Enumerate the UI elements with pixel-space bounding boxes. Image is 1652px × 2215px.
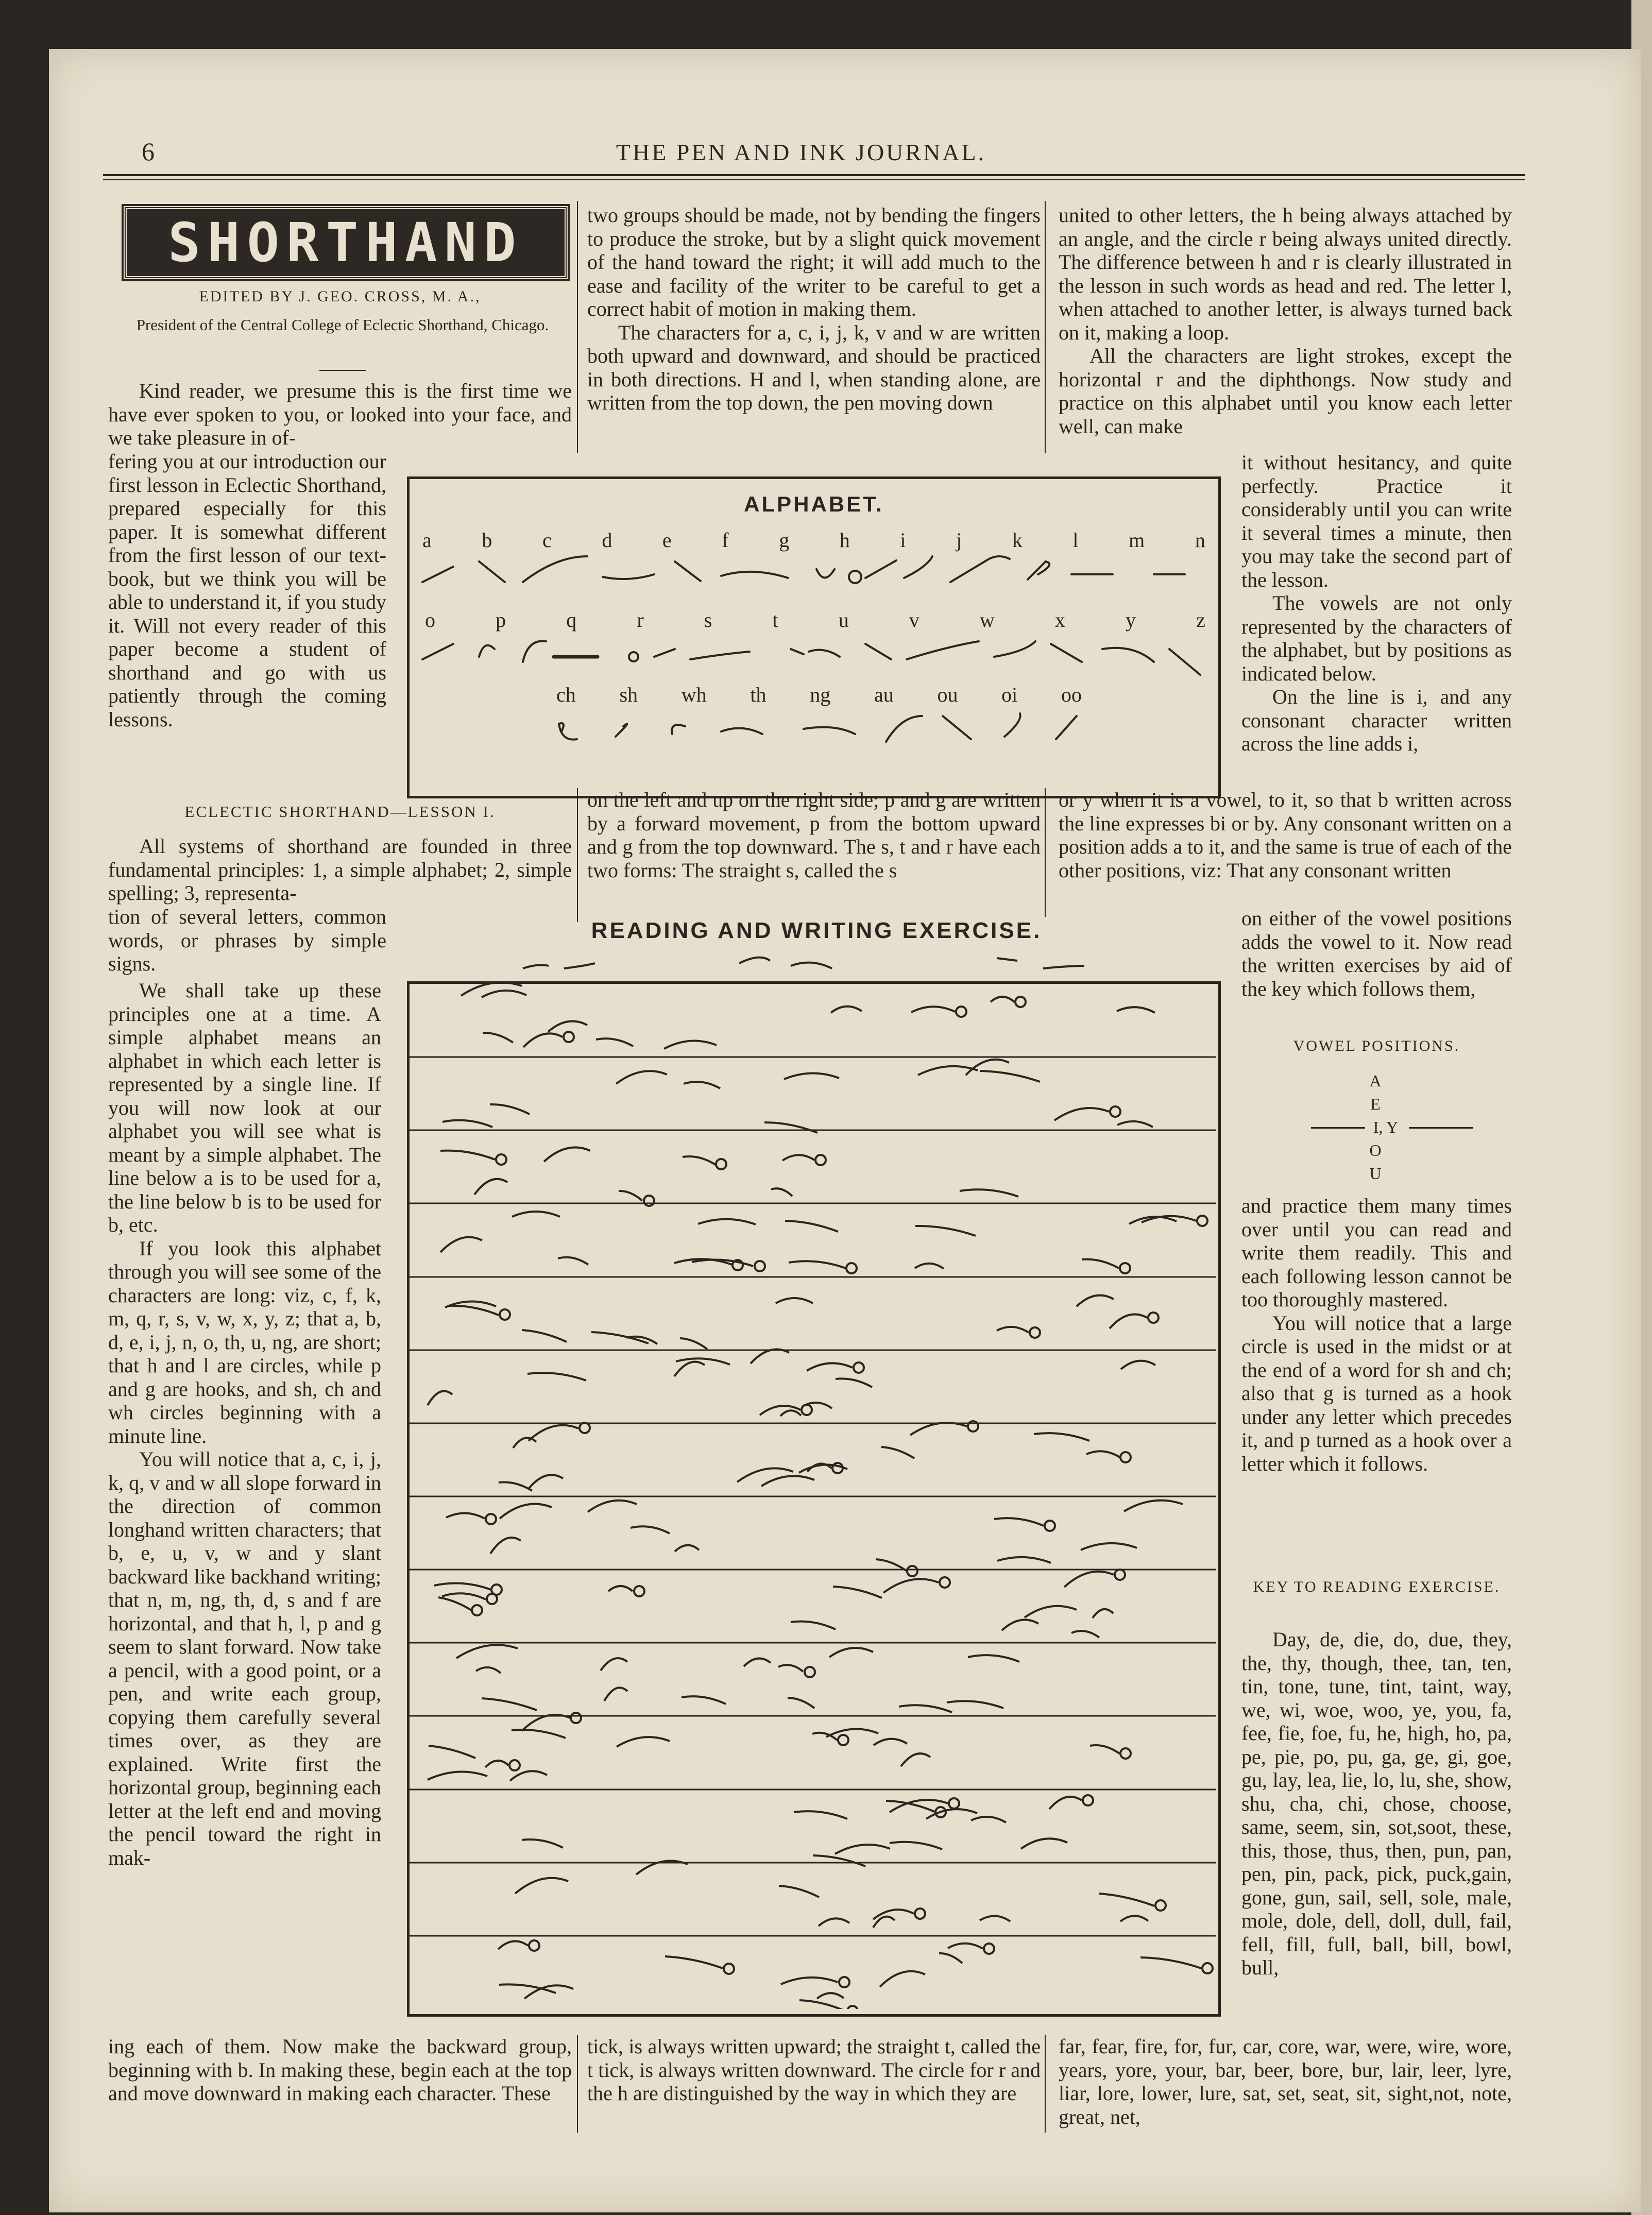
shorthand-stroke: [780, 1410, 801, 1416]
shorthand-stroke: [881, 1447, 914, 1458]
shorthand-stroke: [1124, 1501, 1183, 1511]
shorthand-circle: [564, 1032, 574, 1042]
stroke-p: [479, 645, 495, 657]
shorthand-stroke: [1054, 1108, 1109, 1120]
shorthand-stroke: [911, 1007, 955, 1012]
shorthand-stroke: [500, 1504, 552, 1519]
alphabet-letter-p: p: [496, 608, 506, 632]
shorthand-circle: [1120, 1263, 1130, 1273]
shorthand-circle: [846, 1263, 857, 1273]
stroke-ch: [559, 723, 577, 740]
alphabet-letter-l: l: [1072, 529, 1079, 552]
alphabet-letter-ch: ch: [556, 683, 576, 706]
stroke-h: [849, 571, 861, 583]
column3-continued-paragraph: it without hesitancy, and quite perfectly. Practice it considerably until you can write it several times a minute, then you may take the second part of the lesson. The vowels are not only represented by the characters of the alphabet, but by positions as indicated below. On the line is i, and any consonant character written across the line adds i,: [1241, 451, 1512, 755]
shorthand-circle: [1120, 1748, 1131, 1759]
shorthand-stroke: [751, 1349, 789, 1364]
alphabet-letter-e: e: [662, 529, 672, 552]
column-rule: [577, 788, 578, 922]
shorthand-stroke: [960, 1189, 1018, 1197]
shorthand-stroke: [442, 1593, 486, 1599]
shorthand-stroke: [833, 1587, 882, 1598]
shorthand-stroke: [680, 1338, 707, 1349]
shorthand-stroke: [994, 1518, 1044, 1526]
shorthand-circle: [1202, 1963, 1213, 1973]
shorthand-stroke: [781, 1978, 838, 1984]
shorthand-stroke: [776, 1298, 813, 1303]
stroke-u: [809, 650, 840, 657]
alphabet-letter-x: x: [1054, 608, 1065, 632]
shorthand-stroke: [446, 1513, 485, 1519]
shorthand-circle: [956, 1007, 966, 1017]
stroke-d: [603, 574, 654, 579]
shorthand-stroke: [1129, 1217, 1177, 1224]
shorthand-circle: [496, 1154, 506, 1165]
column1-bottom-paragraph: ing each of them. Now make the backward group, beginning with b. In making these, begin each at the top and move downward in making each character. These: [108, 2035, 572, 2105]
alphabet-letter-sh: sh: [619, 683, 638, 706]
shorthand-stroke: [737, 1468, 793, 1482]
alphabet-letter-m: m: [1129, 529, 1145, 552]
shorthand-stroke: [498, 1941, 528, 1949]
shorthand-circle: [500, 1309, 510, 1320]
shorthand-circle: [805, 1667, 815, 1677]
stroke-oi: [1004, 713, 1020, 737]
exercise-top-strokes: [502, 948, 1249, 979]
journal-title: THE PEN AND INK JOURNAL.: [616, 139, 986, 165]
editor-affiliation: President of the Central College of Eclectic Shorthand, Chicago.: [136, 316, 549, 334]
shorthand-stroke: [980, 1071, 1040, 1082]
shorthand-stroke: [997, 1327, 1029, 1333]
shorthand-circle: [907, 1566, 917, 1576]
alphabet-letter-y: y: [1126, 608, 1136, 632]
stroke-x: [994, 641, 1035, 657]
running-head: [88, 137, 1514, 167]
shorthand-stroke: [512, 1212, 560, 1217]
stroke-th: [721, 728, 762, 734]
shorthand-stroke: [490, 1104, 530, 1114]
principles-paragraph: We shall take up these principles one at a time. A simple alphabet means an alphabet in which each letter is represented by a single line. If you will now look at our alphabet you will see what is meant by a simple alphabet. The line below a is to be used for a, the line below b is to be used for b, etc. If you look this alphabet through you will see some of the characters are long: viz, c, f, k, m, q, r, s, v, w, x, y, z; that a, b, d, e, i, j, n, o, th, u, ng, are short; that h and l are circles, while p and g are hooks, and sh, ch and wh circles beginning with a minute line. You will notice that a, c, i, j, k, q, v and w all slope forward in the direction of common longhand written characters; that b, e, u, v, w and y slant backward like backhand writing; that n, m, ng, th, d, s and f are horizontal, and that h, l, p and g seem to slant forward. Now take a pencil, with a good point, or a pen, and write each group, copying them carefully several times over, as they are explained. Write first the horizontal group, beginning each letter at the left end and moving the pencil toward the right in mak-: [108, 979, 381, 1869]
shorthand-stroke: [522, 1715, 570, 1731]
shorthand-stroke: [788, 1698, 814, 1708]
alphabet-letter-s: s: [704, 608, 712, 632]
shorthand-stroke: [819, 1918, 849, 1926]
shorthand-stroke: [558, 1257, 588, 1265]
header-rule-thin: [103, 179, 1525, 180]
column3-top-paragraph: united to other letters, the h being always attached by an angle, and the circle r being always united directly. The difference between h and r is clearly illustrated in the lesson in such words as head and red. The letter l, when attached to another letter, is always turned back on it, making a loop. All the characters are light strokes, except the horizontal r and the diphthongs. Now study and practice on this alphabet until you know each letter well, can make: [1059, 203, 1512, 438]
column-rule: [1045, 788, 1046, 917]
shorthand-stroke: [764, 1122, 818, 1133]
shorthand-stroke: [880, 1971, 925, 1987]
shorthand-stroke: [915, 1264, 944, 1269]
shorthand-circle: [1115, 1570, 1125, 1580]
shorthand-stroke: [807, 1363, 853, 1371]
stroke-y: [1051, 644, 1082, 662]
shorthand-stroke: [442, 1120, 492, 1127]
shorthand-stroke: [604, 1688, 627, 1701]
shorthand-circle: [571, 1713, 581, 1723]
stroke-f: [721, 572, 788, 578]
shorthand-stroke: [1086, 1451, 1120, 1457]
alphabet-letter-oo: oo: [1061, 683, 1082, 706]
vowel-a: A: [1369, 1071, 1382, 1090]
shorthand-stroke: [785, 1221, 838, 1232]
shorthand-stroke: [1021, 1838, 1067, 1849]
stroke-c: [523, 556, 587, 582]
shorthand-circle: [847, 2006, 858, 2009]
shorthand-stroke: [1082, 1259, 1119, 1268]
shorthand-stroke: [665, 1956, 723, 1968]
shorthand-stroke: [794, 1811, 847, 1819]
stroke-q: [523, 641, 546, 662]
alphabet-letter-g: g: [779, 529, 790, 552]
shorthand-stroke: [1117, 1121, 1153, 1127]
stroke-au: [886, 716, 922, 742]
shorthand-stroke: [1140, 1957, 1201, 1968]
shorthand-circle: [854, 1362, 864, 1373]
shorthand-stroke: [1121, 1361, 1155, 1369]
shorthand-circle: [724, 1964, 734, 1974]
shorthand-stroke: [910, 1423, 967, 1435]
shorthand-circle: [1110, 1106, 1120, 1117]
shorthand-stroke: [1081, 1543, 1137, 1550]
shorthand-stroke: [948, 1944, 983, 1949]
shorthand-stroke: [831, 1007, 862, 1013]
shorthand-stroke: [438, 1597, 471, 1610]
shorthand-circle: [634, 1586, 644, 1596]
stroke-e: [675, 561, 701, 581]
alphabet-letter-n: n: [1195, 529, 1205, 552]
alphabet-letter-z: z: [1196, 608, 1205, 632]
shorthand-stroke: [1090, 1745, 1119, 1753]
alphabet-letter-v: v: [909, 608, 919, 632]
shorthand-stroke: [991, 997, 1014, 1002]
column3-bottom-paragraph: far, fear, fire, for, fur, car, core, war, were, wire, wore, years, yore, your, bar, beer, bore, bur, lair, leer, lyre, liar, lore, lower, lure, sat, set, seat, sit, sight,not, note, great, net,: [1059, 2035, 1512, 2128]
shorthand-stroke: [529, 1425, 578, 1441]
shorthand-stroke: [778, 1665, 803, 1672]
stroke-s-circle: [629, 652, 638, 661]
shorthand-circle: [644, 1196, 654, 1206]
vowel-i-y: I, Y: [1373, 1118, 1399, 1136]
stroke-w: [907, 641, 979, 659]
shorthand-stroke: [1120, 1916, 1148, 1921]
shorthand-stroke: [675, 1545, 699, 1552]
shorthand-stroke: [684, 1082, 720, 1088]
editor-line: EDITED BY J. GEO. CROSS, M. A.,: [199, 288, 481, 305]
shorthand-stroke: [1110, 1314, 1147, 1328]
stroke-s-tick: [654, 649, 675, 657]
shorthand-stroke: [789, 1261, 846, 1268]
shorthand-circle: [838, 1735, 848, 1745]
shorthand-stroke: [784, 1073, 839, 1079]
shorthand-circle: [815, 1155, 826, 1165]
shorthand-stroke: [698, 1219, 756, 1224]
alphabet-letter-k: k: [1012, 529, 1023, 552]
shorthand-stroke: [474, 1179, 507, 1195]
shorthand-stroke: [482, 991, 526, 997]
shorthand-stroke: [1093, 1609, 1113, 1618]
shorthand-circle: [1155, 1900, 1166, 1911]
shorthand-stroke: [513, 1438, 536, 1448]
shorthand-circle: [839, 1977, 849, 1987]
stroke-t-tick: [791, 649, 804, 654]
shorthand-circle: [487, 1594, 497, 1604]
alphabet-letter-w: w: [979, 608, 995, 632]
vowel-u: U: [1369, 1164, 1382, 1183]
shorthand-stroke: [588, 1501, 637, 1512]
shorthand-stroke: [664, 1041, 717, 1049]
alphabet-strokes: [412, 546, 1211, 783]
shorthand-stroke: [899, 1705, 952, 1712]
shorthand-circle: [716, 1159, 726, 1169]
short-rule: [319, 370, 366, 371]
alphabet-letter-u: u: [838, 608, 849, 632]
alphabet-letter-au: au: [874, 683, 894, 706]
alphabet-letter-o: o: [425, 608, 435, 632]
shorthand-stroke: [527, 1373, 586, 1381]
shorthand-stroke: [799, 2000, 846, 2009]
shorthand-stroke: [523, 1033, 563, 1047]
shorthand-stroke: [915, 1226, 976, 1236]
shorthand-stroke: [947, 1701, 1003, 1708]
shorthand-stroke: [771, 1188, 792, 1196]
shorthand-stroke: [874, 1739, 907, 1745]
key-heading: KEY TO READING EXERCISE.: [1253, 1578, 1501, 1595]
shorthand-stroke: [617, 1737, 670, 1747]
stroke-v: [865, 644, 891, 659]
column-rule: [1045, 201, 1046, 453]
alphabet-title: ALPHABET.: [744, 492, 884, 516]
shorthand-circle: [984, 1944, 994, 1954]
shorthand-stroke: [782, 1155, 814, 1161]
key-text: Day, de, die, do, due, they, the, thy, though, thee, tan, ten, tin, tone, tune, tint, taint, way, we, wi, woe, woo, ye, you, fa, fee, fie, foe, fu, he, high, ho, pa, pe, pie, po, pu, ga, ge, gi, goe, gu, lay, lea, lie, lo, lu, she, show, shu, cha, chi, chose, choose, same, seem, sin, sot,soot, these, this, those, thus, then, pun, pan, pen, pin, pack, pick, puck,gain, gone, gun, sail, sell, sole, male, mole, dole, dell, doll, dull, fail, fell, fill, full, ball, bill, bowl, bull,: [1241, 1628, 1512, 1979]
shorthand-banner: SHORTHAND: [124, 206, 568, 279]
column-rule: [1045, 2035, 1046, 2133]
vowel-e: E: [1370, 1095, 1381, 1113]
stroke-extra: [1169, 649, 1200, 675]
shorthand-stroke: [510, 1771, 547, 1781]
shorthand-stroke: [601, 1658, 627, 1671]
shorthand-stroke: [434, 1583, 491, 1590]
stroke-o: [422, 644, 453, 659]
alphabet-letter-t: t: [772, 608, 778, 632]
shorthand-stroke: [596, 1038, 633, 1046]
exercise-lines: [410, 984, 1216, 2009]
shorthand-stroke: [761, 1476, 814, 1486]
shorthand-circle: [1030, 1327, 1040, 1338]
stroke-b: [479, 561, 505, 582]
alphabet-letter-b: b: [482, 529, 492, 552]
stroke-j: [904, 556, 932, 578]
shorthand-stroke: [813, 1855, 865, 1866]
shorthand-stroke: [1064, 1572, 1114, 1587]
alphabet-letter-oi: oi: [1001, 683, 1018, 706]
stroke-wh: [672, 725, 685, 734]
column2-top-paragraph: two groups should be made, not by bending the fingers to produce the stroke, but by a slight quick movement of the hand toward the right; it will add much to the ease and facility of the writer to be careful to get a correct habit of motion in making them. The characters for a, c, i, j, k, v and w are written both upward and downward, and should be practiced in both directions. H and l, when standing alone, are written from the top down, the pen moving down: [587, 203, 1041, 414]
shorthand-stroke: [482, 1698, 537, 1710]
shorthand-stroke: [608, 1586, 633, 1591]
shorthand-stroke: [476, 1667, 501, 1673]
shorthand-circle: [472, 1605, 482, 1615]
alphabet-letter-j: j: [956, 529, 962, 552]
shorthand-circle: [1083, 1795, 1093, 1805]
column3-wide-paragraph: or y when it is a vowel, to it, so that b written across the line expresses bi or by. Any consonant written on a position adds a to it, and the same is true of each of the other positions, viz: That any consonant written: [1059, 788, 1512, 882]
alphabet-letter-c: c: [542, 529, 552, 552]
shorthand-stroke: [873, 1910, 914, 1919]
shorthand-stroke: [440, 1151, 495, 1160]
column2-middle-paragraph: on the left and up on the right side; p and g are written by a forward movement, p from the bottom upward and g from the top downward. The s, t and r have each two forms: The straight s, called the s: [587, 788, 1041, 882]
intro-paragraph-continued: fering you at our introduction our first lesson in Eclectic Shorthand, prepared especially for this paper. It is somewhat different from the first lesson of our text-book, but we think you will be able to understand it, if you study it. Will not every reader of this paper become a student of shorthand and go with us patiently through the coming lessons.: [108, 450, 386, 731]
shorthand-stroke: [529, 1475, 563, 1488]
shorthand-stroke: [1049, 1797, 1082, 1809]
shorthand-circle: [486, 1514, 496, 1524]
shorthand-stroke: [980, 1916, 1010, 1921]
lesson-paragraph: All systems of shorthand are founded in three fundamental principles: 1, a simple alphabet; 2, simple spelling; 3, representa-: [108, 834, 572, 905]
shorthand-stroke: [515, 1878, 568, 1894]
shorthand-circle: [949, 1798, 959, 1809]
shorthand-stroke: [616, 1071, 667, 1084]
shorthand-stroke: [683, 1156, 716, 1165]
shorthand-stroke: [1025, 1606, 1077, 1617]
shorthand-stroke: [836, 1378, 872, 1387]
alphabet-letter-ou: ou: [937, 683, 958, 706]
shorthand-stroke: [971, 1817, 1006, 1822]
lesson-paragraph-continued: tion of several letters, common words, or phrases by simple signs.: [108, 905, 386, 975]
page-number: 6: [142, 137, 157, 166]
stroke-l: [1028, 561, 1049, 580]
stroke-i: [865, 560, 896, 578]
shorthand-circle: [529, 1940, 539, 1951]
shorthand-circle: [1045, 1521, 1055, 1531]
shorthand-circle: [940, 1577, 950, 1588]
shorthand-stroke: [682, 1696, 726, 1704]
shorthand-stroke: [1099, 1894, 1154, 1906]
shorthand-stroke: [485, 1761, 508, 1767]
shorthand-stroke: [1002, 1620, 1038, 1630]
shorthand-stroke: [1034, 1433, 1089, 1441]
column2-bottom-paragraph: tick, is always written upward; the straight t, called the t tick, is always written downward. The circle for r and the h are distinguished by the way in which they are: [587, 2035, 1041, 2105]
shorthand-stroke: [631, 1526, 670, 1534]
stroke-t: [690, 652, 750, 659]
stroke-oo: [1056, 716, 1077, 739]
lesson-heading: ECLECTIC SHORTHAND—LESSON I.: [184, 803, 496, 821]
alphabet-letter-h: h: [839, 529, 850, 552]
column-rule: [577, 201, 578, 453]
shorthand-stroke: [512, 1730, 566, 1738]
shorthand-stroke: [918, 1066, 978, 1075]
alphabet-letter-r: r: [637, 608, 644, 632]
alphabet-letter-d: d: [602, 529, 612, 552]
vowel-line-right: [1409, 1127, 1473, 1129]
shorthand-stroke: [428, 1391, 452, 1405]
shorthand-stroke: [826, 1729, 878, 1737]
shorthand-circle: [1120, 1452, 1131, 1462]
stroke-z: [1102, 648, 1154, 662]
stroke-ng: [804, 727, 855, 734]
shorthand-stroke: [779, 1886, 819, 1897]
vowel-o: O: [1369, 1141, 1382, 1160]
stroke-a: [422, 567, 453, 582]
shorthand-stroke: [744, 1658, 771, 1666]
practice-paragraph: and practice them many times over until you can read and write them readily. This and each following lesson cannot be too thoroughly mastered. You will notice that a large circle is used in the midst or at the end of a word for sh and ch; also that g is turned as a hook under any letter which precedes it, and p turned as a hook over a letter which it follows.: [1241, 1194, 1512, 1475]
stroke-g: [816, 569, 834, 578]
shorthand-stroke: [890, 1842, 942, 1849]
shorthand-stroke: [791, 1622, 836, 1629]
shorthand-stroke: [448, 1306, 499, 1315]
vowel-line-left: [1311, 1127, 1365, 1129]
shorthand-stroke: [456, 1645, 518, 1658]
shorthand-stroke: [522, 1839, 563, 1848]
shorthand-stroke: [499, 1482, 532, 1491]
alphabet-letter-wh: wh: [681, 683, 707, 706]
shorthand-stroke: [674, 1362, 705, 1376]
shorthand-stroke: [429, 1746, 475, 1758]
alphabet-letter-f: f: [722, 529, 729, 552]
alphabet-letter-q: q: [566, 608, 577, 632]
alphabet-letter-th: th: [750, 683, 767, 706]
shorthand-stroke: [817, 1993, 844, 1999]
stroke-ou: [943, 716, 971, 739]
shorthand-circle: [509, 1760, 520, 1770]
column3-narrow-paragraph: on either of the vowel positions adds the vowel to it. Now read the written exercises by aid of the key which follows them,: [1241, 907, 1512, 1000]
shorthand-stroke: [619, 1191, 642, 1201]
shorthand-stroke: [939, 1953, 962, 1963]
shorthand-stroke: [490, 1538, 521, 1554]
exercise-title: READING AND WRITING EXERCISE.: [591, 918, 1042, 943]
shorthand-stroke: [997, 1557, 1051, 1563]
alphabet-letter-i: i: [900, 529, 906, 552]
shorthand-stroke: [428, 1771, 487, 1780]
shorthand-stroke: [544, 1147, 590, 1162]
shorthand-stroke: [835, 1845, 890, 1854]
shorthand-stroke: [1077, 1296, 1114, 1306]
stroke-k: [950, 556, 1010, 582]
column-rule: [577, 2035, 578, 2133]
stroke-sh: [616, 724, 627, 737]
header-rule: [103, 174, 1525, 176]
shorthand-stroke: [901, 1753, 930, 1766]
shorthand-circle: [580, 1423, 590, 1433]
shorthand-stroke: [1071, 1631, 1099, 1638]
shorthand-circle: [1015, 997, 1026, 1007]
shorthand-stroke: [440, 1237, 482, 1252]
shorthand-circle: [1197, 1216, 1207, 1226]
shorthand-stroke: [883, 1579, 939, 1593]
shorthand-stroke: [483, 1033, 513, 1043]
shorthand-stroke: [829, 1648, 873, 1657]
shorthand-stroke: [548, 1021, 587, 1032]
shorthand-circle: [1148, 1313, 1159, 1323]
alphabet-letter-ng: ng: [810, 683, 831, 706]
vowel-positions-heading: VOWEL POSITIONS.: [1293, 1037, 1460, 1054]
shorthand-stroke: [522, 1330, 567, 1342]
shorthand-stroke: [968, 1655, 1019, 1662]
shorthand-circle: [915, 1909, 925, 1919]
shorthand-stroke: [1117, 1007, 1155, 1013]
shorthand-circle: [755, 1261, 765, 1271]
alphabet-letter-a: a: [422, 529, 432, 552]
intro-paragraph: Kind reader, we presume this is the first time we have ever spoken to you, or looked into your face, and we take pleasure in of-: [108, 379, 572, 449]
